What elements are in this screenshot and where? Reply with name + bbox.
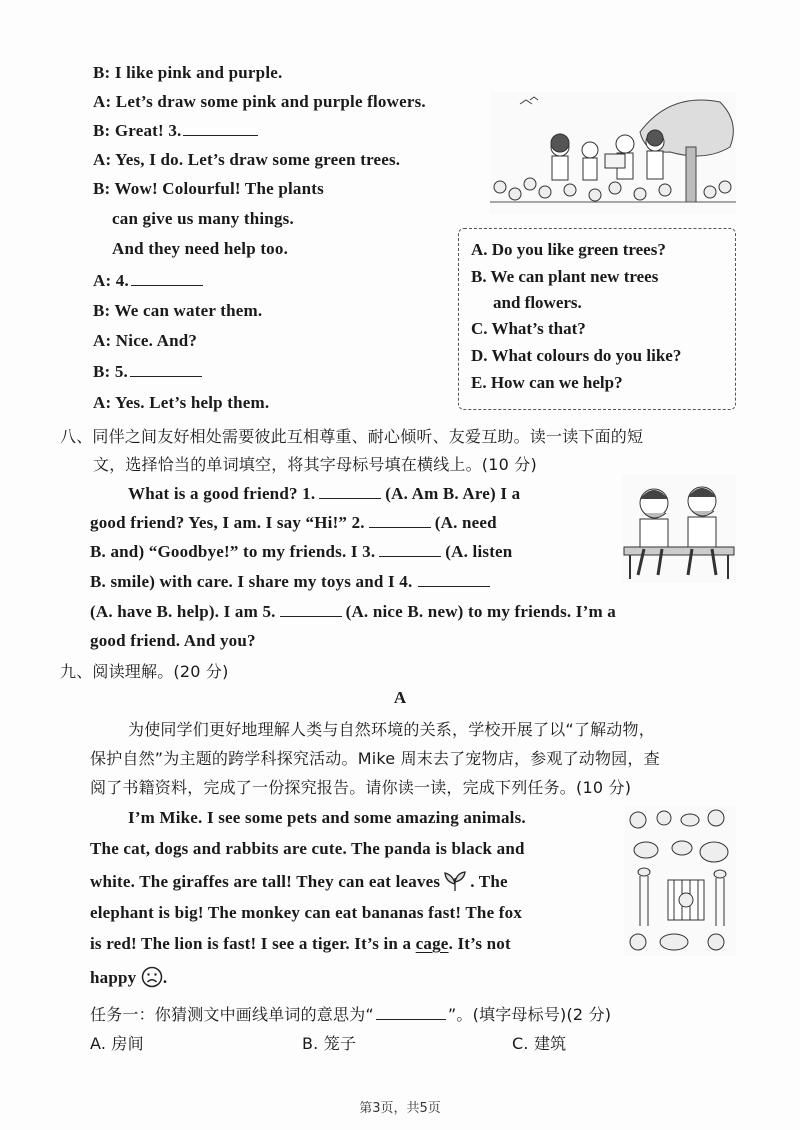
task1-option-b: B. 笼子 <box>302 1034 357 1053</box>
underlined-word: cage <box>415 934 449 953</box>
reading-line: happy . <box>90 968 168 987</box>
passage-a-title: A <box>393 688 407 707</box>
dialogue-line: B: We can water them. <box>93 301 263 320</box>
answer-blank-2[interactable] <box>369 513 431 528</box>
answer-blank-5b[interactable] <box>280 602 342 617</box>
passage-line: B. smile) with care. I share my toys and I 4. <box>90 571 490 593</box>
option-b: B. We can plant new trees <box>471 267 659 286</box>
sad-face-icon <box>141 966 163 988</box>
reading-line: is red! The lion is fast! I see a tiger. It’s in a cage. It’s not <box>90 934 511 953</box>
dialogue-line: B: Wow! Colourful! The plants <box>93 179 324 198</box>
zoo-animals-illustration <box>624 806 736 956</box>
dialogue-line: A: Yes, I do. Let’s draw some green trees. <box>93 150 401 169</box>
intro-line: 保护自然”为主题的跨学科探究活动。Mike 周末去了宠物店，参观了动物园，查 <box>90 749 660 768</box>
answer-blank-4b[interactable] <box>418 572 490 587</box>
answer-blank-3b[interactable] <box>379 542 441 557</box>
option-d: D. What colours do you like? <box>471 346 682 365</box>
reading-line: I’m Mike. I see some pets and some amazing animals. <box>128 808 526 827</box>
section8-heading-cont: 文，选择恰当的单词填空，将其字母标号填在横线上。(10 分) <box>93 455 537 474</box>
option-e: E. How can we help? <box>471 373 623 392</box>
option-a: A. Do you like green trees? <box>471 240 666 259</box>
intro-line: 为使同学们更好地理解人类与自然环境的关系，学校开展了以“了解动物， <box>128 720 655 739</box>
leaf-icon <box>442 870 468 892</box>
answer-blank-3[interactable] <box>183 121 258 136</box>
task1-answer-blank[interactable] <box>376 1005 446 1020</box>
page-number: 第3页，共5页 <box>359 1101 441 1116</box>
reading-line: white. The giraffes are tall! They can eat leaves . The <box>90 872 508 891</box>
option-c: C. What’s that? <box>471 319 586 338</box>
task1-question: 任务一：你猜测文中画线单词的意思为“ ”。(填字母标号)(2 分) <box>90 1005 612 1024</box>
passage-line: (A. have B. help). I am 5. (A. nice B. new) to my friends. I’m a <box>90 602 616 621</box>
dialogue-line: A: Yes. Let’s help them. <box>93 393 270 412</box>
option-b-cont: and flowers. <box>493 293 582 312</box>
dialogue-line: can give us many things. <box>112 209 294 228</box>
task1-option-a: A. 房间 <box>90 1034 144 1053</box>
dialogue-line: B: Great! 3. <box>93 120 258 142</box>
dialogue-line: A: Nice. And? <box>93 331 198 350</box>
dialogue-line: B: 5. <box>93 361 202 383</box>
answer-blank-5[interactable] <box>130 362 202 377</box>
task1-option-c: C. 建筑 <box>512 1034 567 1053</box>
dialogue-line: A: 4. <box>93 270 203 292</box>
dialogue-line: B: I like pink and purple. <box>93 63 283 82</box>
reading-line: elephant is big! The monkey can eat bananas fast! The fox <box>90 903 523 922</box>
passage-line: B. and) “Goodbye!” to my friends. I 3. (A. listen <box>90 542 513 561</box>
section9-heading: 九、阅读理解。(20 分) <box>60 662 229 681</box>
passage-line: good friend? Yes, I am. I say “Hi!” 2. (A. need <box>90 513 497 532</box>
intro-line: 阅了书籍资料，完成了一份探究报告。请你读一读，完成下列任务。(10 分) <box>90 778 632 797</box>
boys-eating-watermelon-illustration <box>622 475 736 583</box>
passage-line: good friend. And you? <box>90 631 256 650</box>
answer-blank-4[interactable] <box>131 271 203 286</box>
reading-line: The cat, dogs and rabbits are cute. The panda is black and <box>90 839 525 858</box>
passage-line: What is a good friend? 1. (A. Am B. Are) I a <box>128 484 521 503</box>
dialogue-line: A: Let’s draw some pink and purple flowers. <box>93 92 426 111</box>
section8-heading: 八、同伴之间友好相处需要彼此互相尊重、耐心倾听、友爱互助。读一读下面的短 <box>60 427 644 446</box>
children-garden-illustration <box>490 92 736 214</box>
dialogue-line: And they need help too. <box>112 239 289 258</box>
options-box <box>458 228 736 410</box>
answer-blank-1[interactable] <box>319 484 381 499</box>
